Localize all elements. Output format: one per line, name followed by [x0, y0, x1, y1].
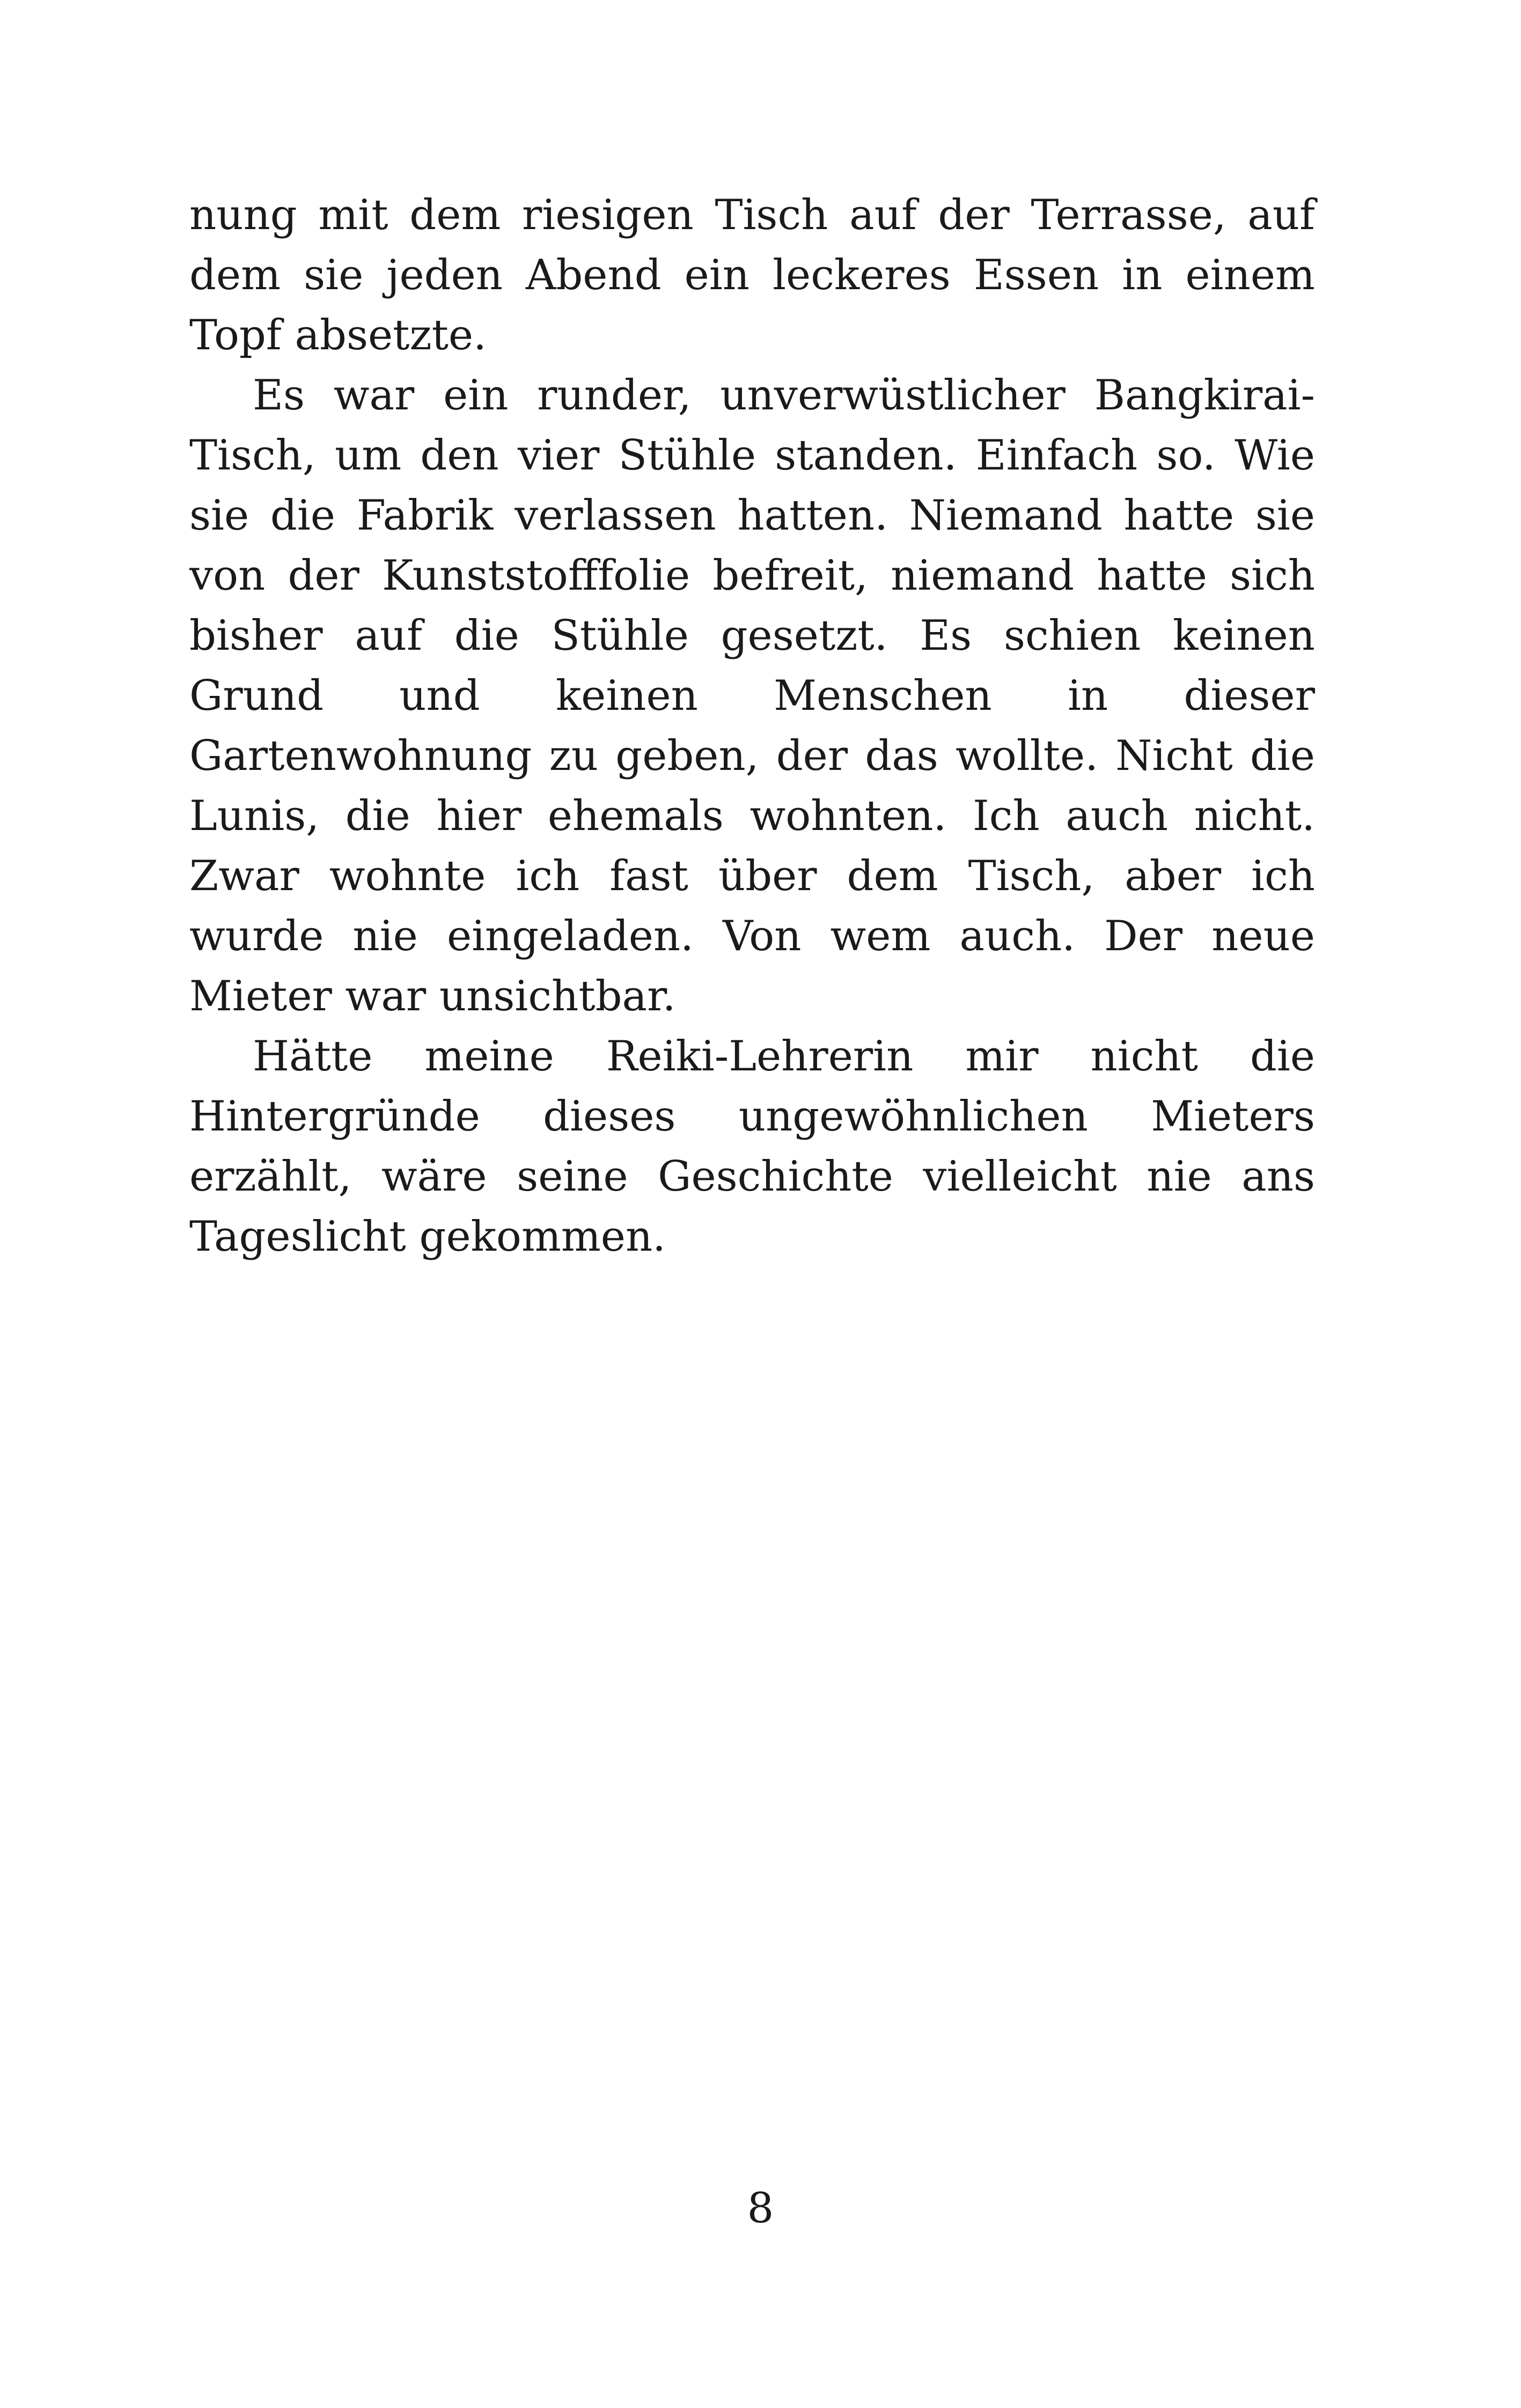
page-number: 8 [747, 2184, 774, 2233]
paragraph-2: Es war ein runder, unverwüstlicher Bangkirai-Tisch, um den vier Stühle standen. Einfach so. Wie sie die Fabrik verlassen hatten. Niemand hatte sie von der Kunststofffolie befreit, niemand hatte sich bisher auf die Stühle gesetzt. Es schien keinen Grund und keinen Menschen in dieser Gartenwohnung zu geben, der das wollte. Nicht die Lunis, die hier ehemals wohnten. Ich auch nicht. Zwar wohnte ich fast über dem Tisch, aber ich wurde nie eingeladen. Von wem auch. Der neue Mieter war unsichtbar. [189, 371, 1315, 1021]
body-text [189, 185, 1315, 1267]
paragraph-1: nung mit dem riesigen Tisch auf der Terrasse, auf dem sie jeden Abend ein leckeres Essen in einem Topf absetzte. [189, 191, 1315, 359]
paragraph-3: Hätte meine Reiki-Lehrerin mir nicht die Hintergründe dieses ungewöhnlichen Mieters erzählt, wäre seine Geschichte vielleicht nie ans Tageslicht gekommen. [189, 1032, 1315, 1261]
